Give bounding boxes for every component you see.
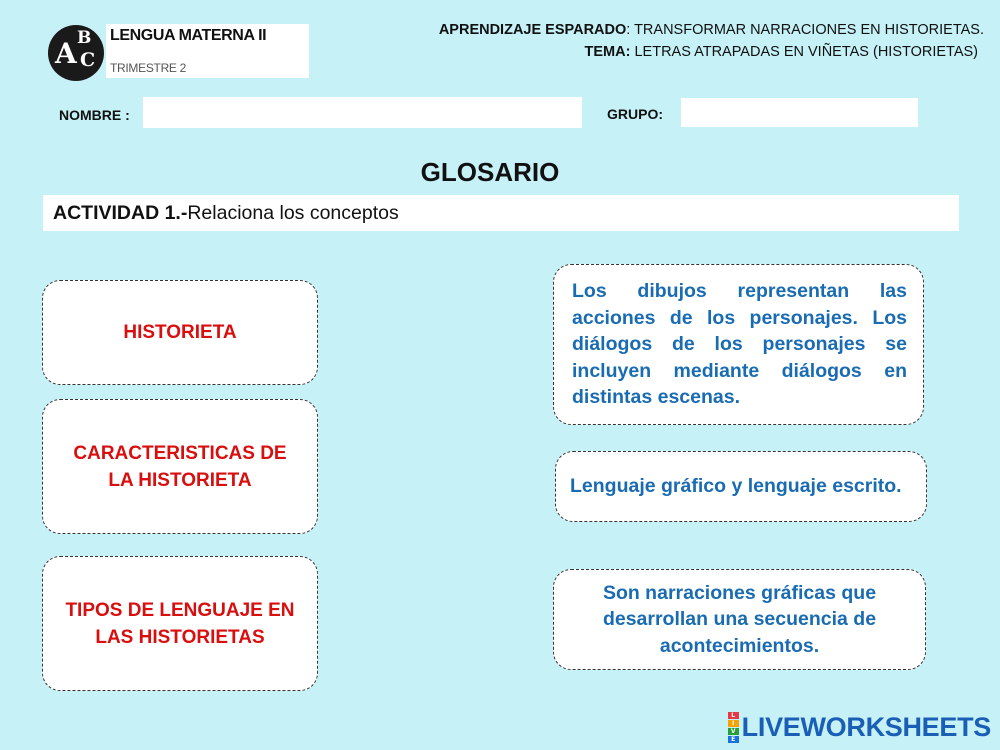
concept-text: TIPOS DE LENGUAJE EN LAS HISTORIETAS [65,599,295,648]
definition-card-narraciones[interactable] [553,569,926,670]
definition-card-lenguaje[interactable] [555,451,927,522]
brand-tile: L [728,712,739,719]
concept-text: HISTORIETA [123,322,237,343]
logo-letter-c: C [80,49,96,71]
topic-line [439,41,978,63]
concept-text: CARACTERISTICAS DE LA HISTORIETA [73,442,287,491]
definition-text: Lenguaje gráfico y lenguaje escrito. [570,475,902,498]
definition-text: Son narraciones gráficas que desarrollan una secuencia de acontecimientos. [602,581,877,657]
group-input[interactable] [681,98,918,127]
brand-tile: I [728,720,739,727]
concept-card-caracteristicas[interactable] [42,399,318,534]
name-label: NOMBRE : [59,107,130,123]
brand-tiles-icon [728,712,739,743]
liveworksheets-logo [728,712,991,743]
topic-value: LETRAS ATRAPADAS EN VIÑETAS (HISTORIETAS) [630,44,978,60]
topic-label: TEMA: [584,44,631,60]
subject-box [106,24,309,78]
logo-letter-b: B [77,28,92,48]
abc-logo [48,25,104,81]
activity-label: ACTIVIDAD 1.- [53,202,188,224]
learning-value: TRANSFORMAR NARRACIONES EN HISTORIETAS. [634,22,984,38]
trimester-label: TRIMESTRE 2 [110,61,187,75]
concept-card-tipos-lenguaje[interactable] [42,556,318,691]
page-title: GLOSARIO [420,157,560,187]
learning-label: APRENDIZAJE ESPARADO [438,22,627,38]
activity-instruction: Relaciona los conceptos [187,202,399,224]
subject-name: LENGUA MATERNA II [110,27,267,44]
activity-bar [43,195,959,231]
header-info [439,19,984,63]
definition-text: Los dibujos representan las acciones de los personajes. Los diálogos de los personajes se incluyen mediante diálogos en distintas escenas. [572,280,907,409]
group-label: GRUPO: [607,106,663,122]
brand-name: LIVEWORKSHEETS [741,712,991,742]
learning-separator: : [626,22,635,38]
brand-tile: V [728,728,739,735]
logo-letter-a: A [55,37,77,70]
concept-card-historieta[interactable] [42,280,318,385]
definition-card-dibujos[interactable] [553,264,924,425]
brand-tile: E [728,736,739,743]
learning-line [439,19,984,41]
name-input[interactable] [143,97,582,128]
